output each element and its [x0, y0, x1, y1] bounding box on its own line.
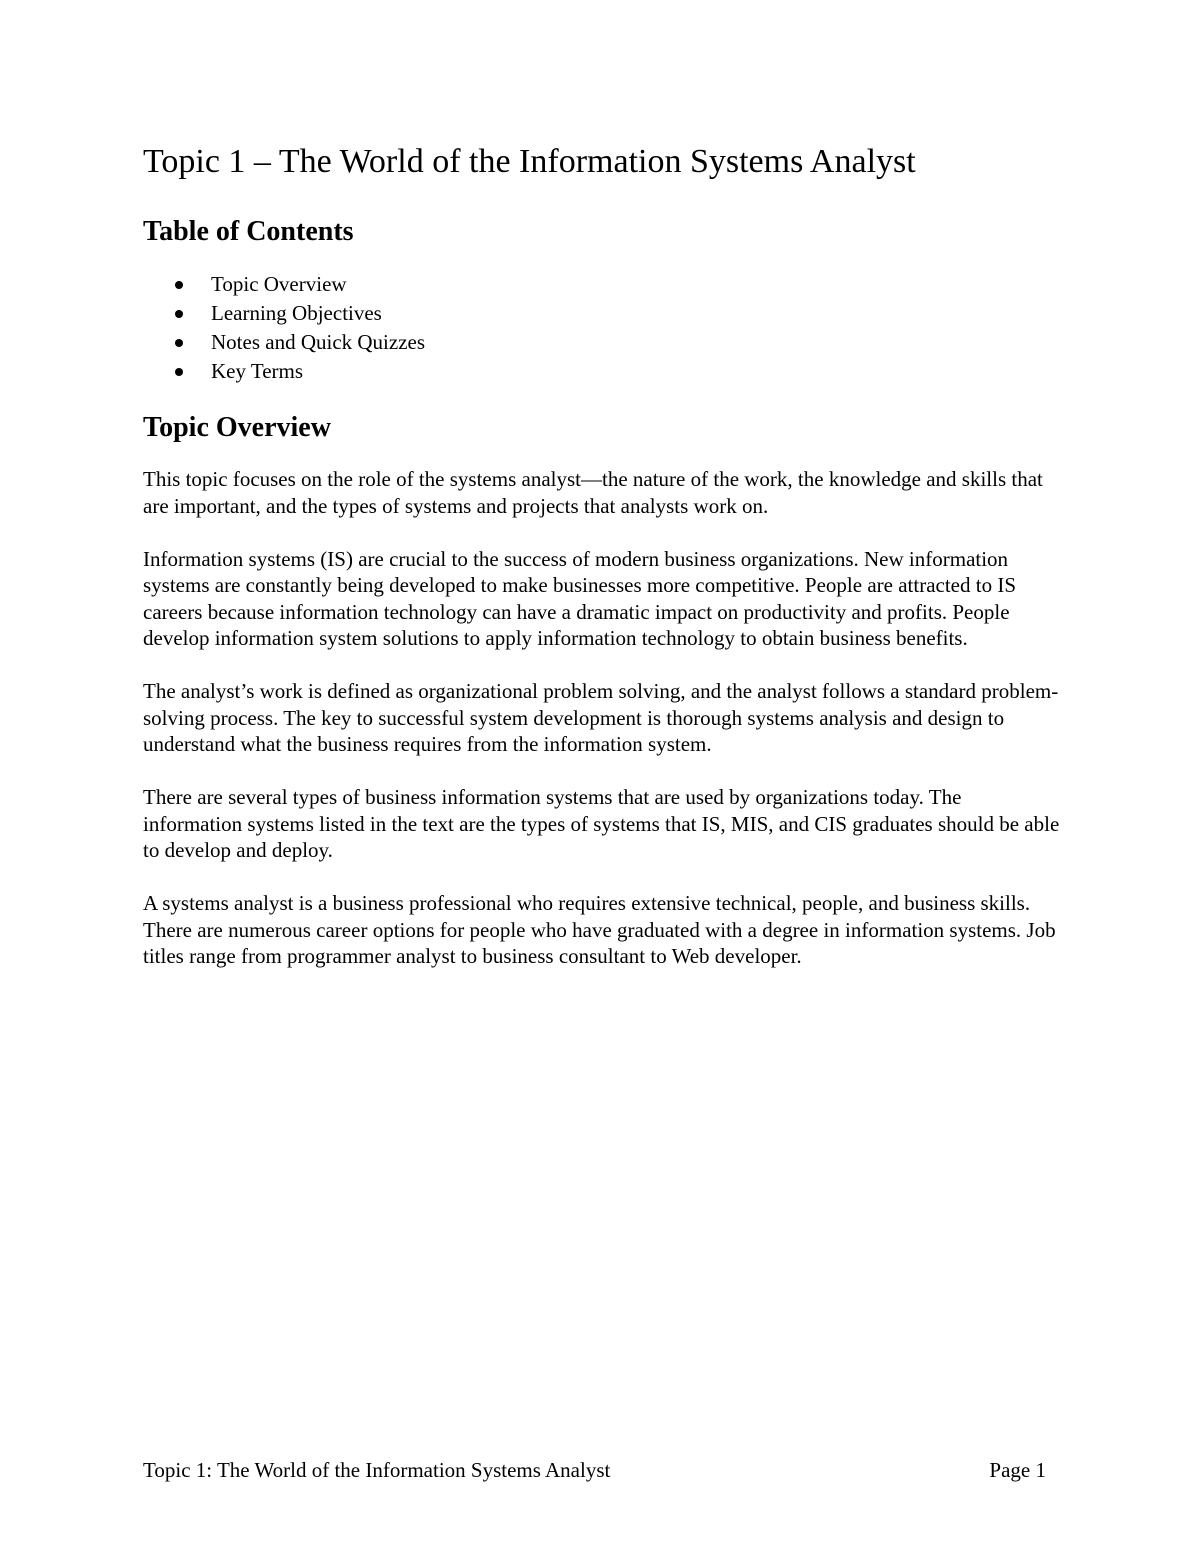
document-title: Topic 1 – The World of the Information Systems Analyst	[143, 143, 916, 180]
page-content	[143, 138, 1063, 970]
toc-list	[143, 270, 1063, 386]
page-footer	[143, 1456, 1046, 1484]
overview-heading: Topic Overview	[143, 412, 331, 443]
toc-item-label: Learning Objectives	[211, 301, 382, 325]
overview-body	[143, 466, 1063, 970]
overview-paragraph: There are several types of business information systems that are used by organizations today. The information systems listed in the text are the types of systems that IS, MIS, and CIS graduates should be able to develop and deploy.	[143, 785, 1060, 862]
toc-item-label: Topic Overview	[211, 272, 347, 296]
toc-heading: Table of Contents	[143, 216, 354, 247]
page-number: Page 1	[989, 1458, 1046, 1482]
footer-title: Topic 1: The World of the Information Systems Analyst	[143, 1458, 611, 1482]
overview-paragraph: Information systems (IS) are crucial to the success of modern business organizations. New information systems are constantly being developed to make businesses more competitive. People are attracted to IS careers because information technology can have a dramatic impact on productivity and profits. People develop information system solutions to apply information technology to obtain business benefits.	[143, 546, 1016, 650]
bullet-icon	[175, 368, 183, 376]
overview-paragraph: This topic focuses on the role of the systems analyst—the nature of the work, the knowledge and skills that are important, and the types of systems and projects that analysts work on.	[143, 467, 1043, 518]
bullet-icon	[175, 339, 183, 347]
toc-item-learning-objectives[interactable]	[143, 299, 1063, 328]
toc-item-topic-overview[interactable]	[143, 270, 1063, 299]
toc-item-label: Notes and Quick Quizzes	[211, 330, 426, 354]
bullet-icon	[175, 281, 183, 289]
overview-paragraph: The analyst’s work is defined as organizational problem solving, and the analyst follows a standard problem-solving process. The key to successful system development is thorough systems analysis and design to understand what the business requires from the information system.	[143, 679, 1059, 756]
toc-item-label: Key Terms	[211, 359, 304, 383]
bullet-icon	[175, 310, 183, 318]
toc-item-key-terms[interactable]	[143, 357, 1063, 386]
overview-paragraph: A systems analyst is a business professional who requires extensive technical, people, and business skills. There are numerous career options for people who have graduated with a degree in information systems. Job titles range from programmer analyst to business consultant to Web developer.	[143, 891, 1056, 968]
toc-item-notes-and-quick-quizzes[interactable]	[143, 328, 1063, 357]
